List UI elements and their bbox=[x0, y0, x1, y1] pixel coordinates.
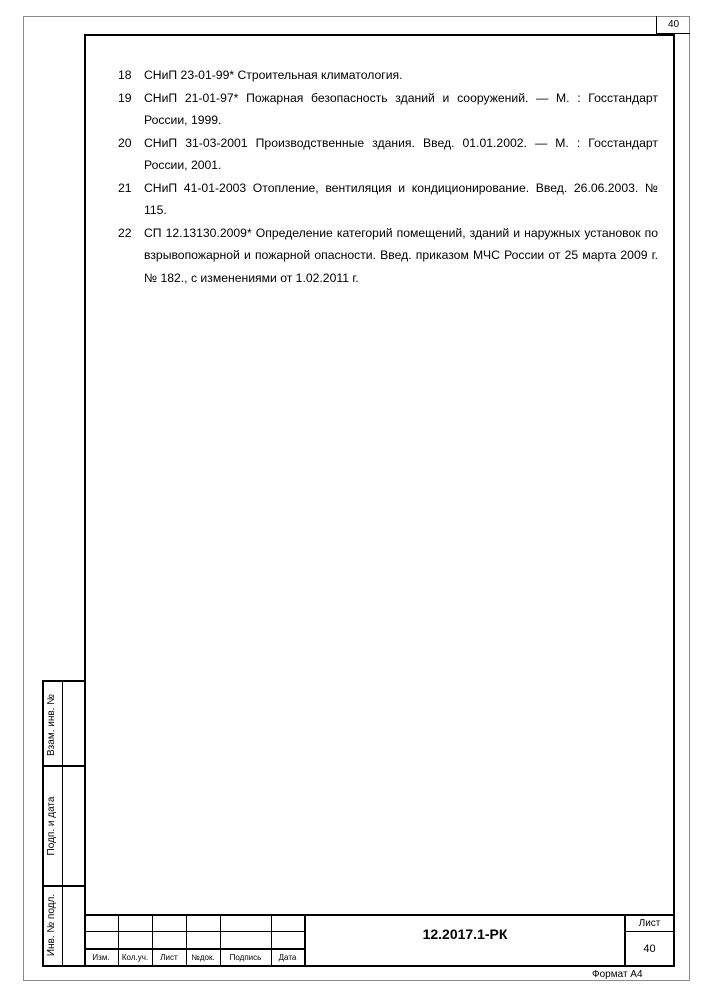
reference-text: СНиП 41-01-2003 Отопление, вентиляция и кондиционирование. Введ. 26.06.2003. № 115. bbox=[144, 180, 658, 217]
reference-item bbox=[118, 132, 658, 177]
col-kol-uch: Кол.уч. bbox=[121, 953, 149, 962]
podp-data-label: Подп. и дата bbox=[46, 796, 57, 856]
reference-item bbox=[118, 222, 658, 290]
inv-podl-label: Инв. № подл. bbox=[46, 893, 57, 957]
reference-number: 20 bbox=[118, 135, 132, 150]
title-block bbox=[84, 914, 675, 967]
col-list: Лист bbox=[160, 953, 178, 962]
col-ndok: №док. bbox=[191, 953, 215, 962]
reference-item bbox=[118, 87, 658, 132]
reference-number: 19 bbox=[118, 90, 132, 105]
reference-text: СНиП 21-01-97* Пожарная безопасность зданий и сооружений. — М. : Госстандарт России, 1999. bbox=[144, 90, 658, 127]
col-data: Дата bbox=[278, 953, 297, 962]
document-number: 12.2017.1-РК bbox=[422, 926, 508, 942]
format-label: Формат А4 bbox=[592, 969, 643, 980]
reference-text: СНиП 23-01-99* Строительная климатология. bbox=[144, 68, 403, 82]
reference-text: СНиП 31-03-2001 Производственные здания. Введ. 01.01.2002. — М. : Госстандарт России, 2001. bbox=[144, 135, 658, 172]
reference-list bbox=[118, 64, 658, 289]
reference-number: 21 bbox=[118, 180, 132, 195]
reference-text: СП 12.13130.2009* Определение категорий помещений, зданий и наружных установок по взрывопожарной и пожарной опасности. Введ. приказом МЧС России от 25 марта 2009 г. № 182., с изменениями от 1.02.2011 г. bbox=[144, 225, 658, 285]
col-podpis: Подпись bbox=[229, 953, 262, 962]
reference-number: 18 bbox=[118, 68, 132, 82]
reference-item bbox=[118, 177, 658, 222]
sheet-box-divider bbox=[624, 931, 675, 932]
sheet-value: 40 bbox=[643, 943, 656, 955]
sheet-label: Лист bbox=[638, 918, 661, 929]
reference-item bbox=[118, 64, 658, 87]
col-izm: Изм. bbox=[92, 953, 110, 962]
side-divider bbox=[62, 682, 63, 965]
revision-grid bbox=[84, 914, 306, 967]
top-sheet-number: 40 bbox=[656, 16, 690, 34]
vzam-inv-label: Взам. инв. № bbox=[46, 694, 57, 756]
reference-number: 22 bbox=[118, 225, 132, 240]
side-strip bbox=[42, 680, 84, 967]
